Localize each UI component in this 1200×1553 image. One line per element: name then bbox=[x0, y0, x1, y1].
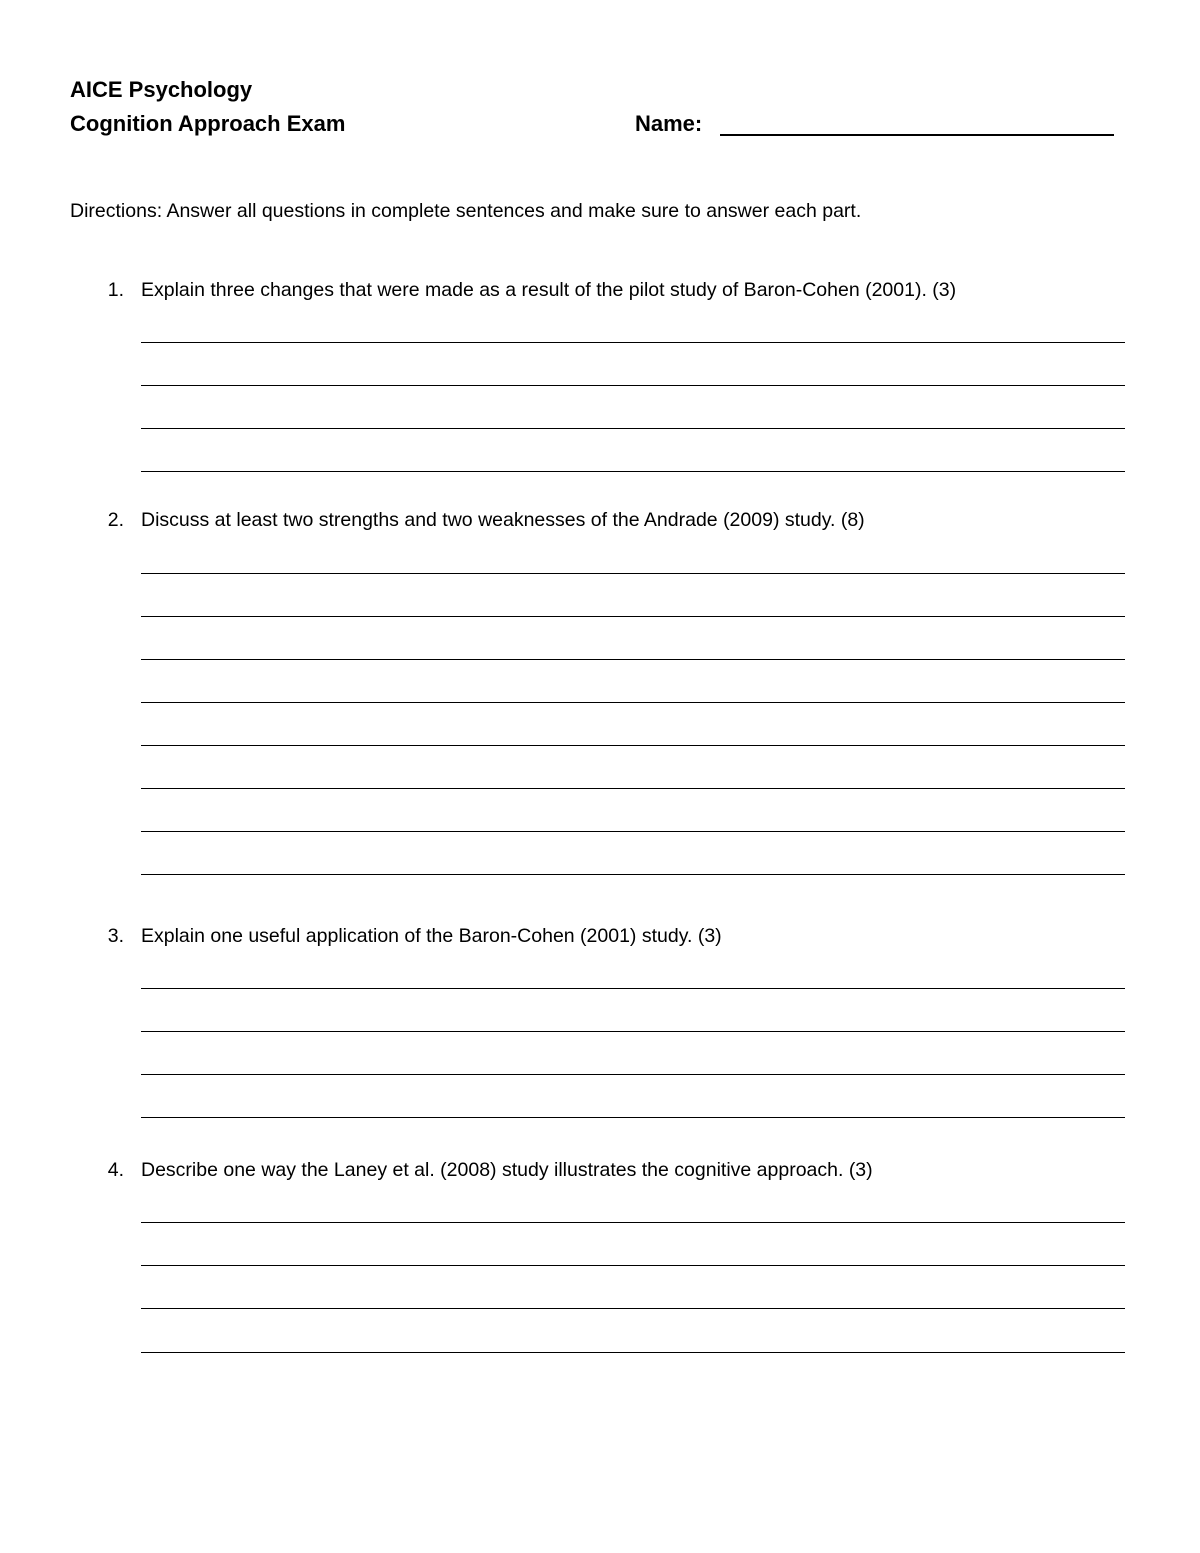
answer-line[interactable] bbox=[141, 616, 1125, 617]
name-field[interactable] bbox=[720, 134, 1114, 136]
answer-line[interactable] bbox=[141, 1117, 1125, 1118]
answer-line[interactable] bbox=[141, 988, 1125, 989]
question-text: Explain three changes that were made as a result of the pilot study of Baron-Cohen (2001). (3) bbox=[141, 279, 957, 301]
name-label: Name: bbox=[635, 111, 703, 136]
answer-line[interactable] bbox=[141, 745, 1125, 746]
answer-line[interactable] bbox=[141, 573, 1125, 574]
answer-line[interactable] bbox=[141, 385, 1125, 386]
answer-line[interactable] bbox=[141, 1074, 1125, 1075]
answer-line[interactable] bbox=[141, 788, 1125, 789]
answer-line[interactable] bbox=[141, 659, 1125, 660]
question-text: Describe one way the Laney et al. (2008) study illustrates the cognitive approach. (3) bbox=[141, 1159, 873, 1181]
answer-line[interactable] bbox=[141, 831, 1125, 832]
answer-line[interactable] bbox=[141, 1265, 1125, 1266]
answer-line[interactable] bbox=[141, 471, 1125, 472]
answer-line[interactable] bbox=[141, 702, 1125, 703]
answer-line[interactable] bbox=[141, 342, 1125, 343]
answer-line[interactable] bbox=[141, 874, 1125, 875]
answer-line[interactable] bbox=[141, 1031, 1125, 1032]
question-number: 2. bbox=[107, 509, 124, 531]
answer-line[interactable] bbox=[141, 1222, 1125, 1223]
answer-line[interactable] bbox=[141, 1308, 1125, 1309]
directions-text: Directions: Answer all questions in complete sentences and make sure to answer each part. bbox=[70, 200, 862, 222]
question-number: 4. bbox=[107, 1159, 124, 1181]
question-text: Discuss at least two strengths and two weaknesses of the Andrade (2009) study. (8) bbox=[141, 509, 865, 531]
course-title: AICE Psychology bbox=[70, 77, 253, 102]
answer-line[interactable] bbox=[141, 1352, 1125, 1353]
answer-line[interactable] bbox=[141, 428, 1125, 429]
exam-title: Cognition Approach Exam bbox=[70, 111, 346, 136]
question-number: 3. bbox=[107, 925, 124, 947]
question-number: 1. bbox=[107, 279, 124, 301]
question-text: Explain one useful application of the Baron-Cohen (2001) study. (3) bbox=[141, 925, 722, 947]
